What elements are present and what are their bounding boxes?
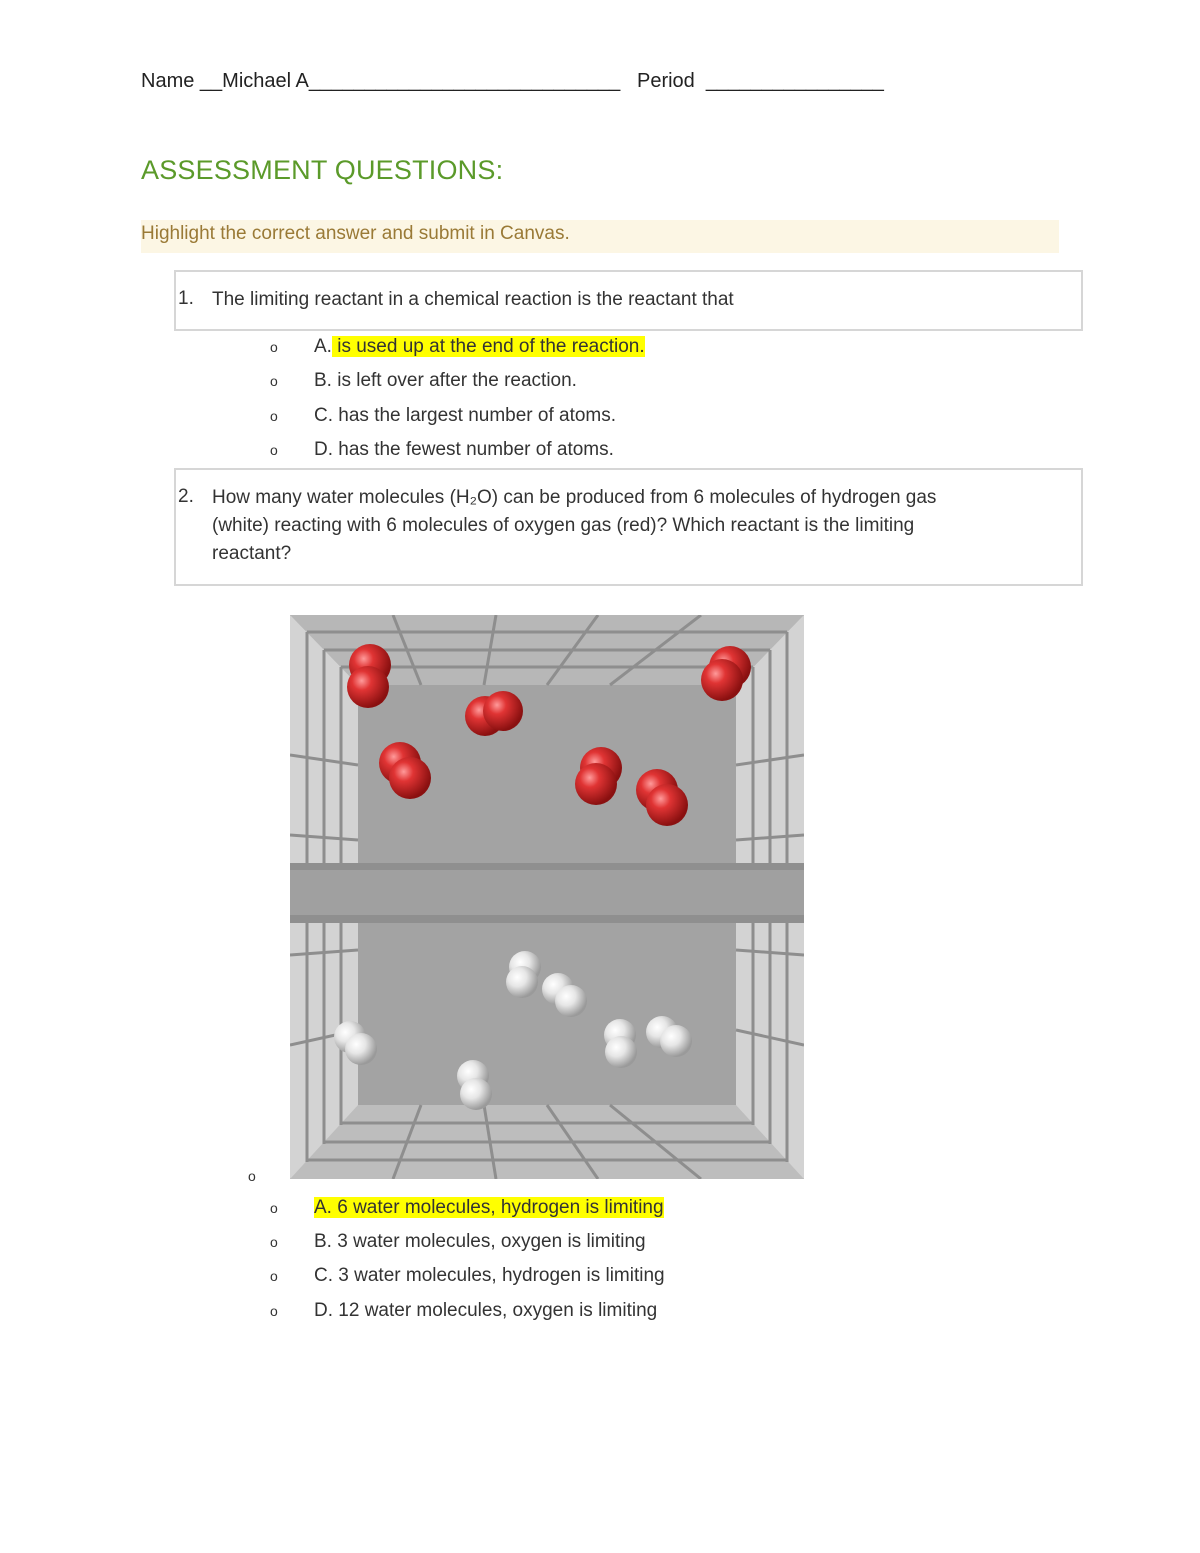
question-1-text: The limiting reactant in a chemical reaction is the reactant that bbox=[212, 289, 734, 310]
q2-option-a[interactable] bbox=[270, 1197, 664, 1219]
bullet-icon: o bbox=[270, 442, 278, 458]
question-2-line-2: (white) reacting with 6 molecules of oxygen gas (red)? Which reactant is the limiting bbox=[212, 515, 915, 536]
question-2-line-3: reactant? bbox=[212, 543, 292, 564]
reaction-container-image bbox=[290, 615, 804, 1179]
oxygen-molecule bbox=[347, 644, 391, 708]
question-1-number: 1. bbox=[178, 288, 194, 309]
instruction-text: Highlight the correct answer and submit in Canvas. bbox=[141, 223, 570, 244]
bullet-icon: o bbox=[270, 1268, 278, 1284]
bullet-icon: o bbox=[270, 408, 278, 424]
hydrogen-molecule bbox=[604, 1019, 637, 1068]
q2-option-b[interactable] bbox=[270, 1231, 646, 1253]
bullet-icon: o bbox=[270, 1200, 278, 1216]
q1-option-c-prefix: C. bbox=[314, 405, 333, 426]
q1-option-a[interactable] bbox=[270, 336, 645, 358]
q1-option-d-prefix: D. bbox=[314, 439, 333, 460]
bullet-icon: o bbox=[270, 1303, 278, 1319]
q1-option-c-text: has the largest number of atoms. bbox=[333, 405, 617, 426]
q1-option-b-text: is left over after the reaction. bbox=[331, 370, 577, 391]
instruction-banner bbox=[141, 220, 1059, 253]
q1-option-a-prefix: A. bbox=[314, 336, 332, 357]
q2-option-d[interactable] bbox=[270, 1300, 657, 1322]
q2-option-d-text: D. 12 water molecules, oxygen is limiting bbox=[314, 1300, 658, 1321]
bullet-icon: o bbox=[270, 1234, 278, 1250]
q1-option-b-prefix: B. bbox=[314, 370, 332, 391]
container-divider-face bbox=[290, 870, 804, 915]
q2-option-a-text: A. 6 water molecules, hydrogen is limiting bbox=[314, 1197, 664, 1218]
q2-option-c[interactable] bbox=[270, 1265, 665, 1287]
question-2-number: 2. bbox=[178, 486, 194, 507]
question-2-box bbox=[174, 468, 1083, 586]
question-2-line-1: How many water molecules (H₂O) can be produced from 6 molecules of hydrogen gas bbox=[212, 487, 937, 508]
q1-option-c[interactable] bbox=[270, 405, 616, 427]
bullet-icon: o bbox=[248, 1168, 256, 1184]
question-2-text bbox=[212, 484, 1052, 568]
q1-option-b[interactable] bbox=[270, 370, 577, 392]
q1-option-d[interactable] bbox=[270, 439, 614, 461]
q2-option-b-text: B. 3 water molecules, oxygen is limiting bbox=[314, 1231, 646, 1252]
bullet-icon: o bbox=[270, 339, 278, 355]
q1-option-d-text: has the fewest number of atoms. bbox=[333, 439, 614, 460]
q2-option-c-text: C. 3 water molecules, hydrogen is limiting bbox=[314, 1265, 665, 1286]
question-1-box bbox=[174, 270, 1083, 331]
page-title: ASSESSMENT QUESTIONS: bbox=[141, 155, 504, 185]
bullet-icon: o bbox=[270, 373, 278, 389]
name-period-line: Name __Michael A____________________________ Period ________________ bbox=[141, 70, 884, 92]
q1-option-a-text: is used up at the end of the reaction. bbox=[331, 336, 645, 357]
